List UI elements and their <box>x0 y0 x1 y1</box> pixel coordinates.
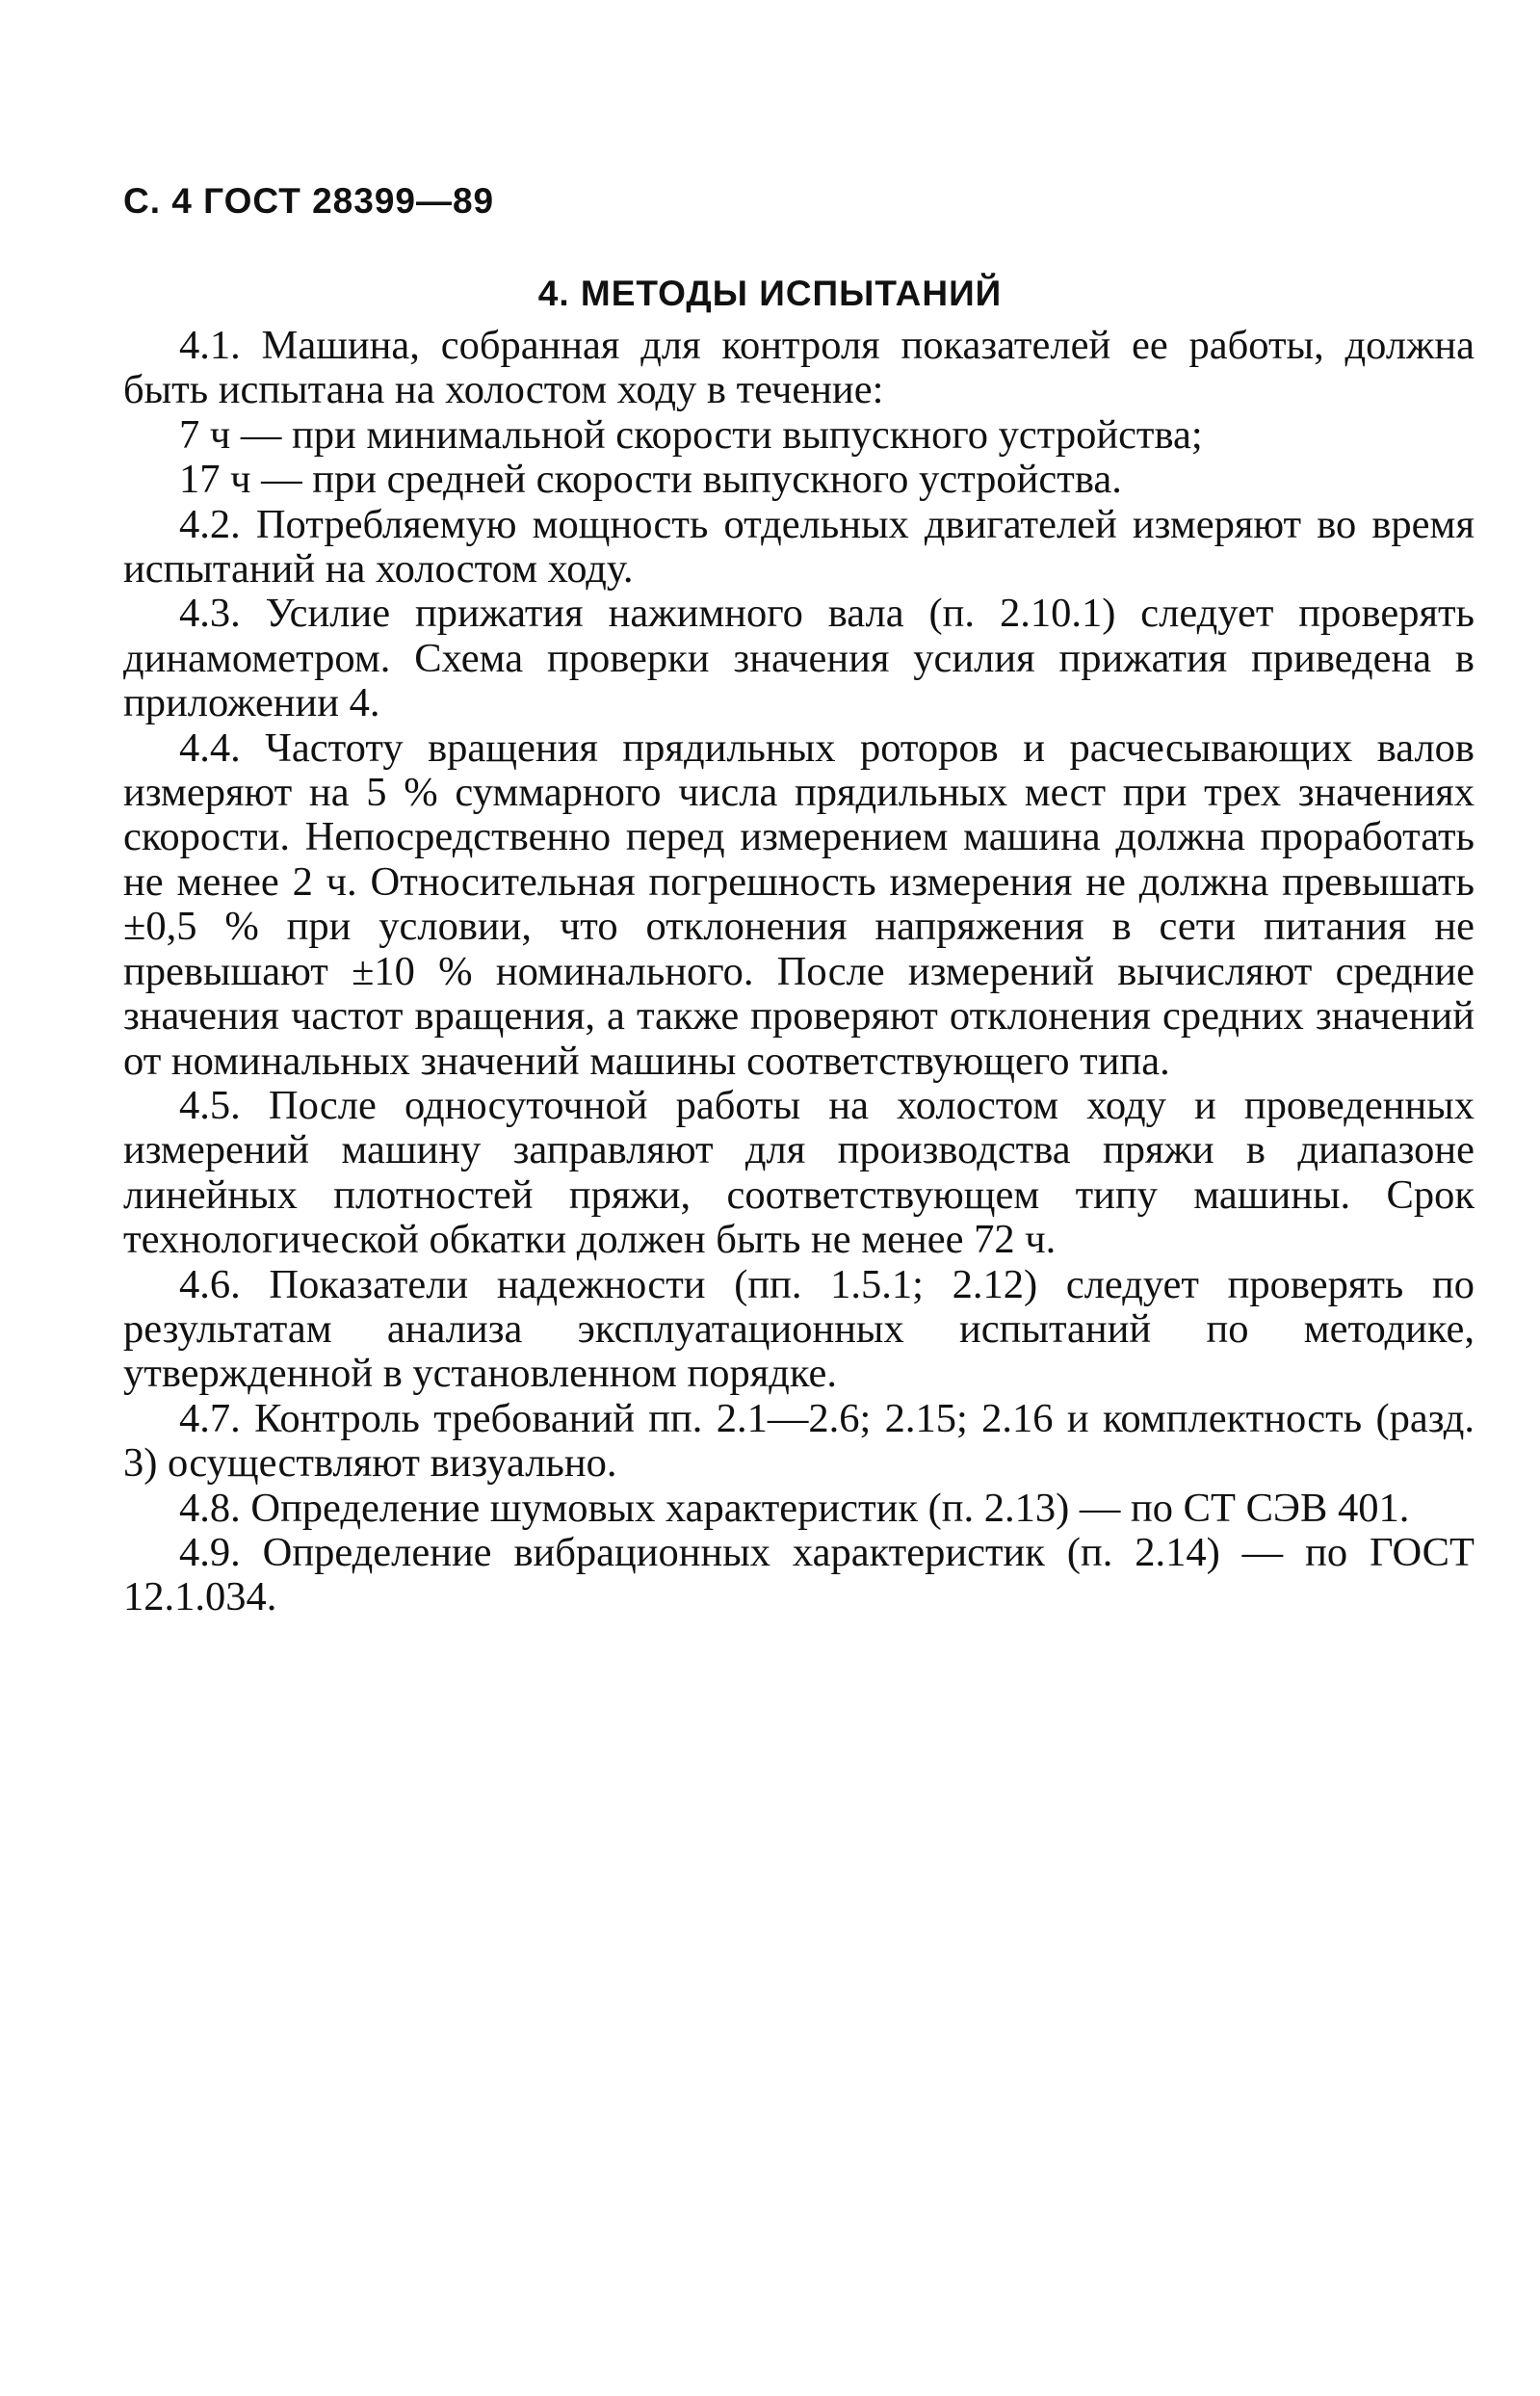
paragraph-4-6: 4.6. Показатели надежности (пп. 1.5.1; 2.12) следует проверять по результатам анализа эксплуатационных испытаний по методике, утвержденной в установленном порядке. <box>123 1261 1475 1397</box>
paragraph-4-1-item-1: 7 ч — при минимальной скорости выпускного устройства; <box>179 411 1203 458</box>
paragraph-4-1: 4.1. Машина, собранная для контроля показателей ее работы, должна быть испытана на холостом ходу в течение: <box>123 323 1475 413</box>
paragraph-4-2: 4.2. Потребляемую мощность отдельных двигателей измеряют во время испытаний на холостом ходу. <box>123 501 1475 592</box>
paragraph-4-4: 4.4. Частоту вращения прядильных роторов и расчесывающих валов измеряют на 5 % суммарного числа прядильных мест при трех значениях скорости. Непосредственно перед измерением машина должна проработать не менее 2 ч. Относительная погрешность измерения не должна превышать ±0,5 % при условии, что отклонения напряжения в сети питания не превышают ±10 % номинального. После измерений вычисляют средние значения частот вращения, а также проверяют отклонения средних значений от номинальных значений машины соответствующего типа. <box>123 724 1475 1084</box>
page-header: С. 4 ГОСТ 28399—89 <box>123 181 495 221</box>
paragraph-4-9: 4.9. Определение вибрационных характеристик (п. 2.14) — по ГОСТ 12.1.034. <box>123 1529 1475 1620</box>
paragraph-4-1-item-2: 17 ч — при средней скорости выпускного устройства. <box>179 457 1122 503</box>
paragraph-4-8: 4.8. Определение шумовых характеристик (п. 2.13) — по СТ СЭВ 401. <box>179 1485 1410 1531</box>
paragraph-4-3: 4.3. Усилие прижатия нажимного вала (п. 2.10.1) следует проверять динамометром. Схема проверки значения усилия прижатия приведена в приложении 4. <box>123 591 1475 726</box>
document-body <box>123 324 1475 1620</box>
paragraph-4-5: 4.5. После односуточной работы на холостом ходу и проведенных измерений машину заправляют для производства пряжи в диапазоне линейных плотностей пряжи, соответствующем типу машины. Срок технологической обкатки должен быть не менее 72 ч. <box>123 1082 1475 1263</box>
paragraph-4-7: 4.7. Контроль требований пп. 2.1—2.6; 2.15; 2.16 и комплектность (разд. 3) осуществляют визуально. <box>123 1395 1475 1487</box>
section-title: 4. МЕТОДЫ ИСПЫТАНИЙ <box>537 274 1003 313</box>
